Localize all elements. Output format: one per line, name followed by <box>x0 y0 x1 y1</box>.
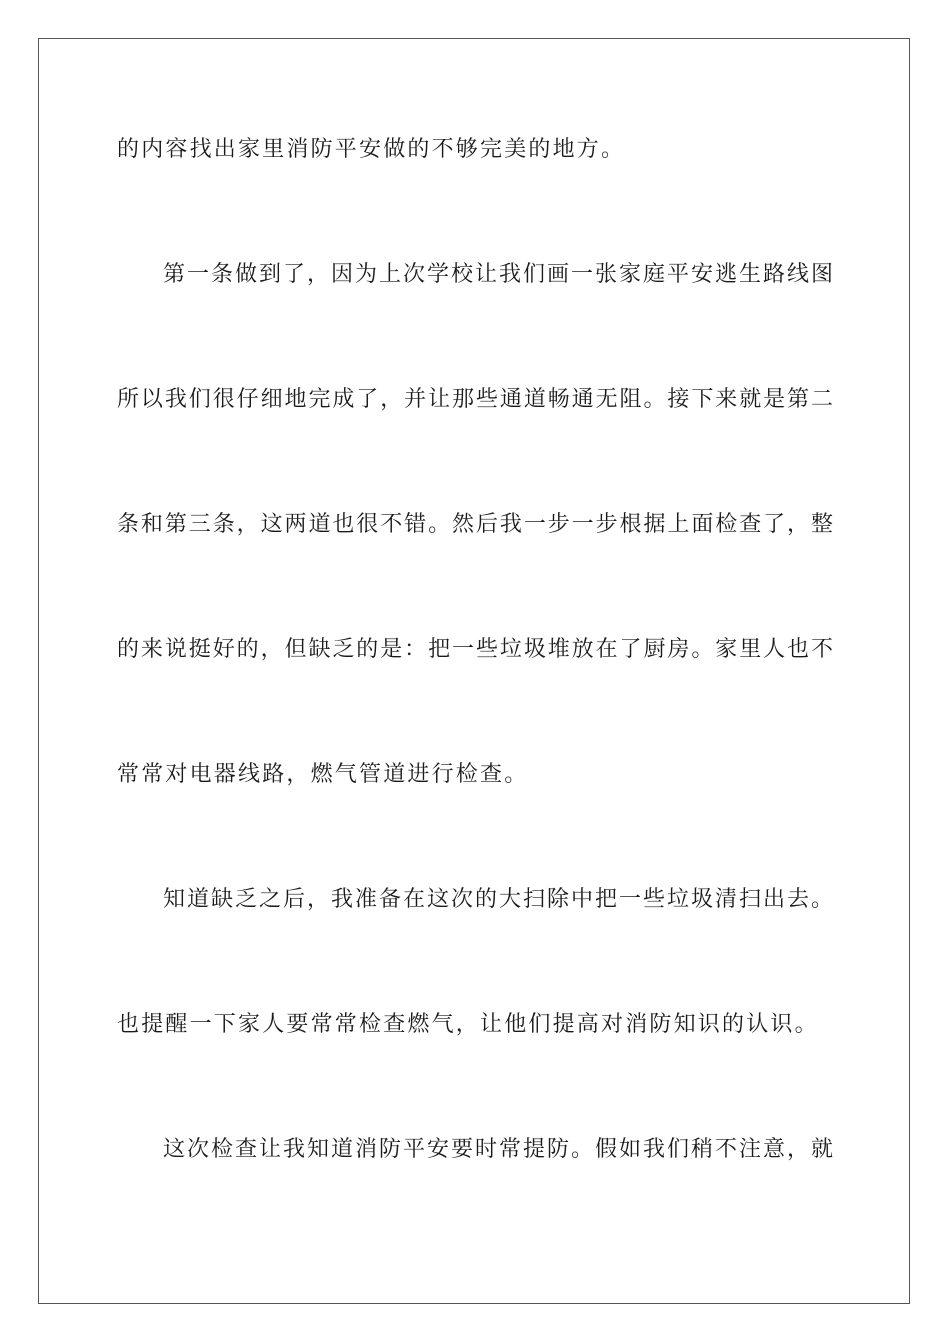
page-border <box>38 38 910 1304</box>
text-line-3: 所以我们很仔细地完成了，并让那些通道畅通无阻。接下来就是第二 <box>117 387 833 412</box>
text-line-2: 第一条做到了，因为上次学校让我们画一张家庭平安逃生路线图 <box>163 262 833 287</box>
text-line-7: 知道缺乏之后，我准备在这次的大扫除中把一些垃圾清扫出去。 <box>163 887 833 912</box>
text-line-4: 条和第三条，这两道也很不错。然后我一步一步根据上面检查了，整 <box>117 512 833 537</box>
text-line-9: 这次检查让我知道消防平安要时常提防。假如我们稍不注意，就 <box>163 1137 833 1162</box>
text-line-1: 的内容找出家里消防平安做的不够完美的地方。 <box>117 137 626 162</box>
text-line-8: 也提醒一下家人要常常检查燃气，让他们提高对消防知识的认识。 <box>117 1012 819 1037</box>
text-line-6: 常常对电器线路，燃气管道进行检查。 <box>117 762 529 787</box>
text-line-5: 的来说挺好的，但缺乏的是：把一些垃圾堆放在了厨房。家里人也不 <box>117 637 833 662</box>
